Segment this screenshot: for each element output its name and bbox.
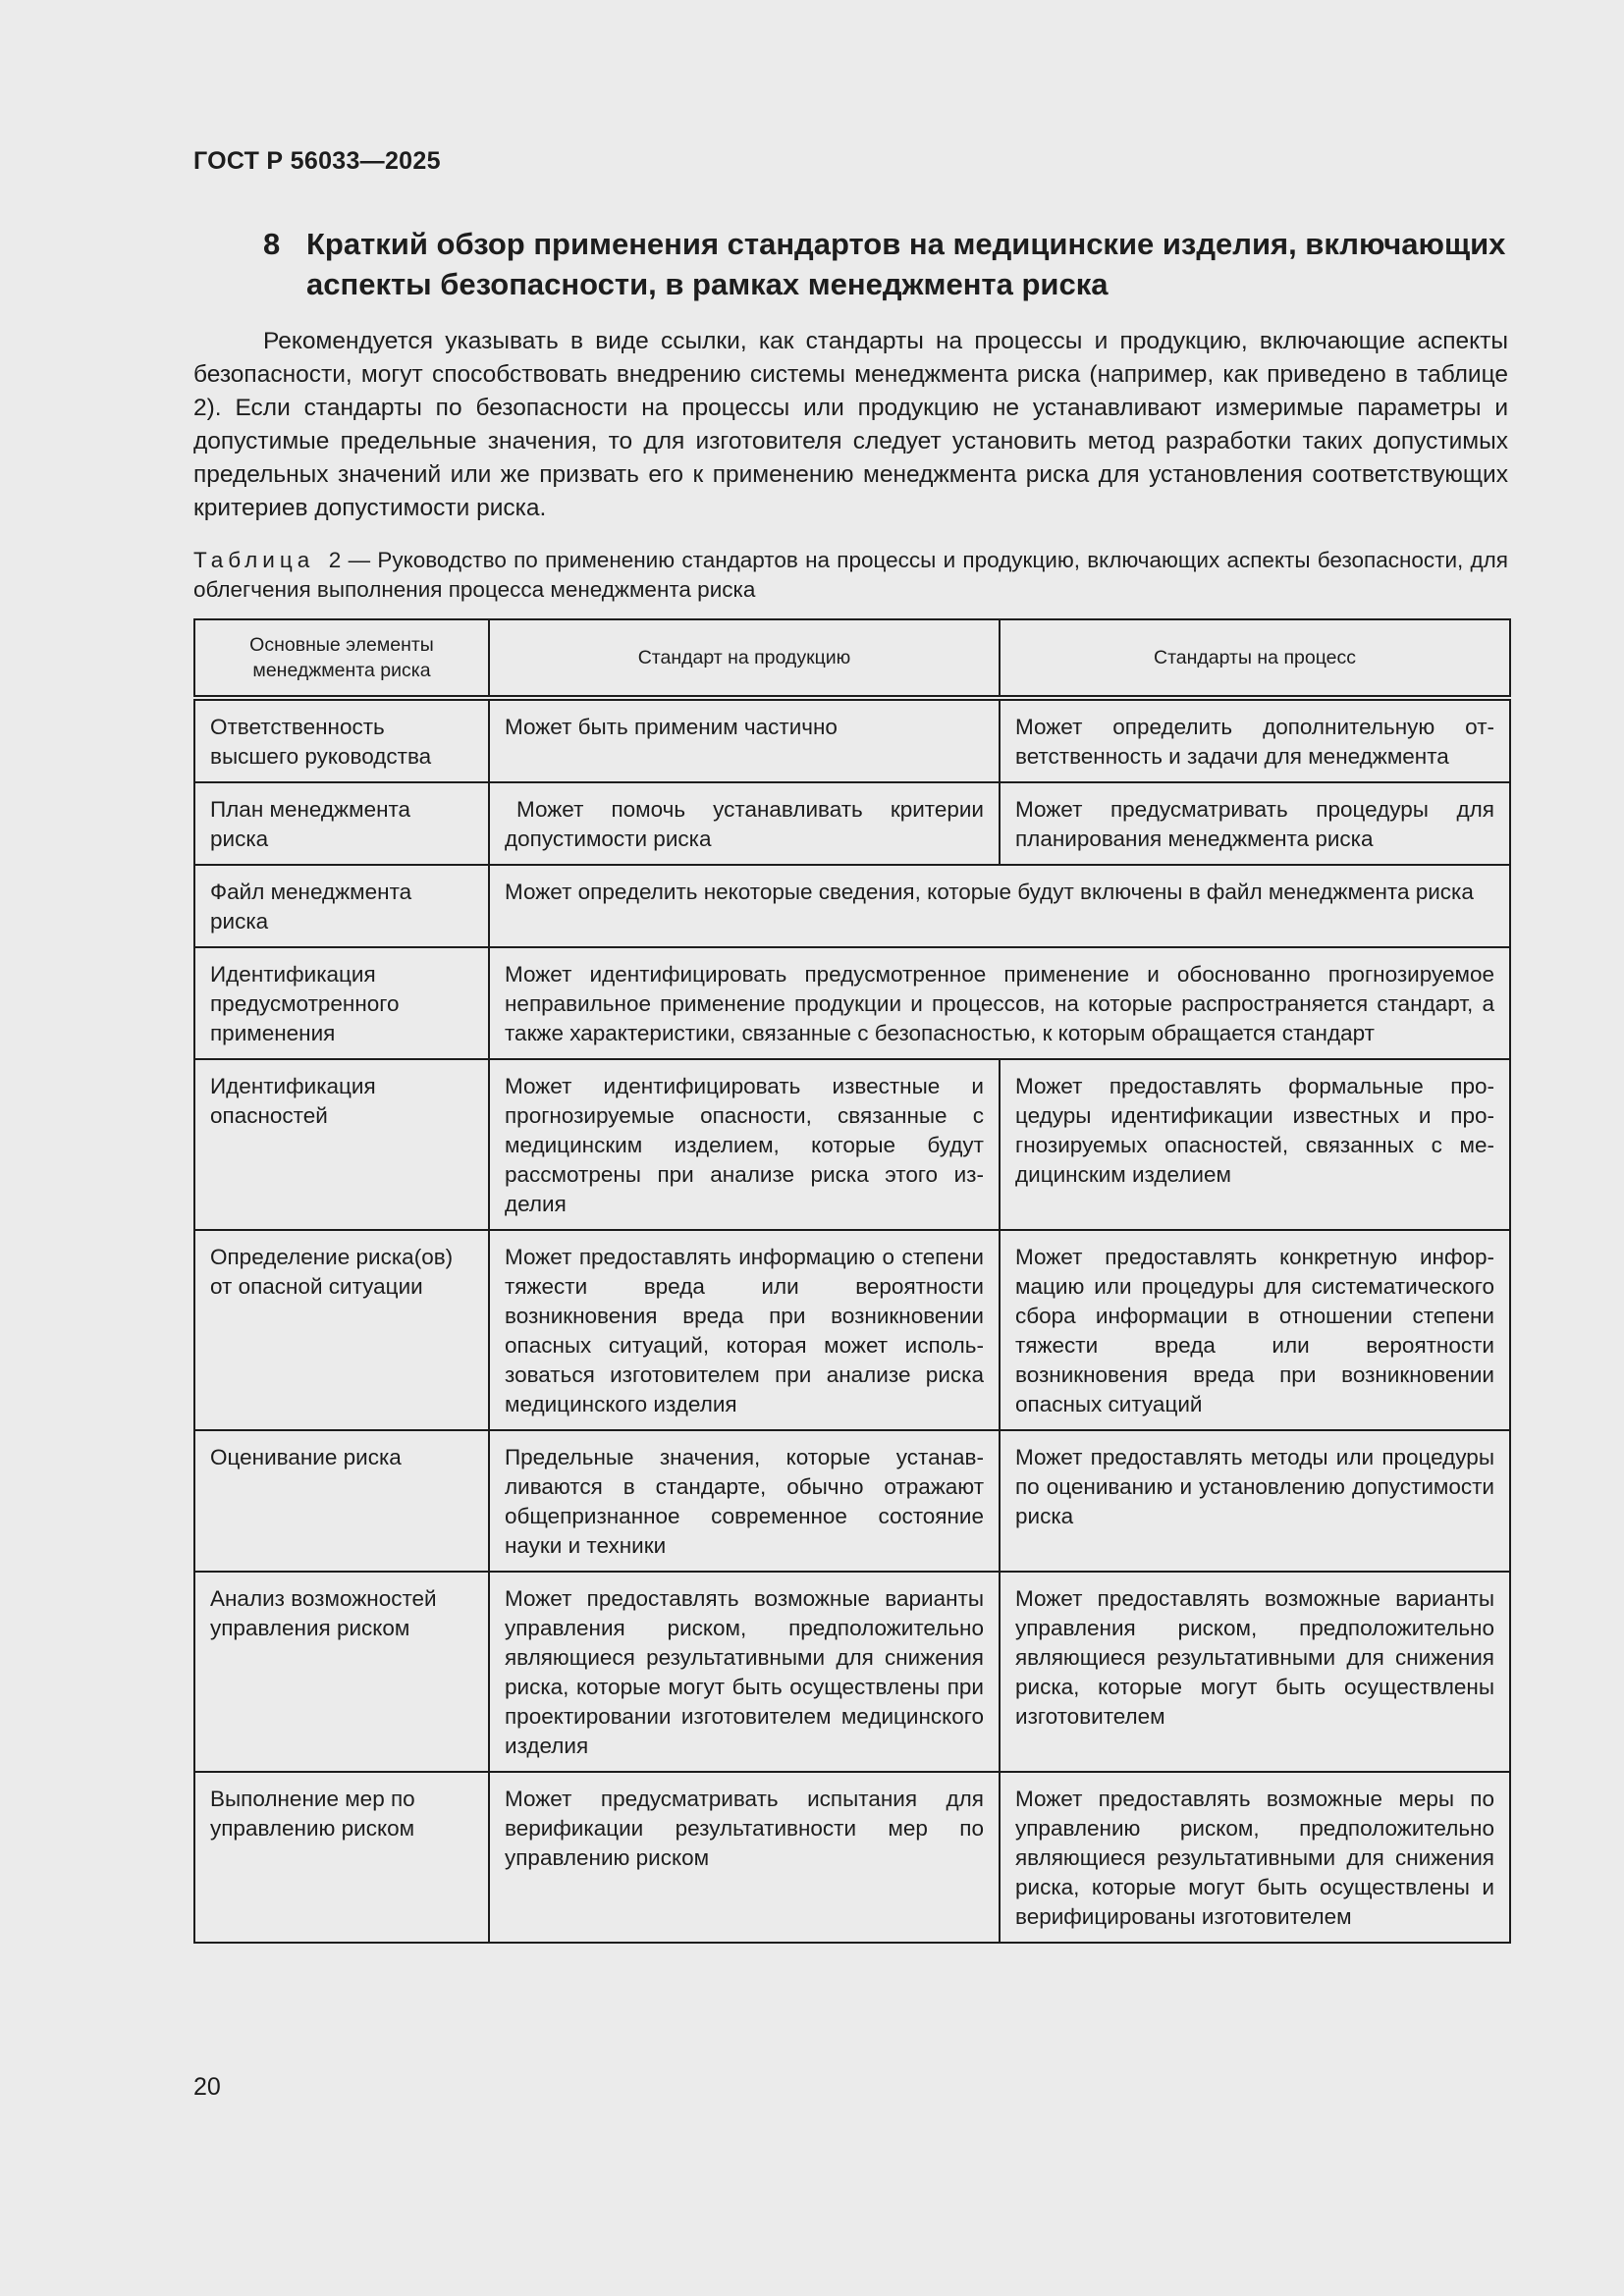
row-element: Идентификация предусмотренного применения — [194, 947, 489, 1059]
row-process-standard: Может предоставлять возможные меры по управлению риском, предположительно являющиеся результативными для снижения риска, которые могут быть осуществлены и верифицированы изготовителем — [1000, 1772, 1510, 1943]
standard-designation: ГОСТ Р 56033—2025 — [193, 147, 441, 175]
row-process-standard: Может определить дополнительную ответственность и задачи для менеджмента — [1000, 698, 1510, 782]
table-caption — [193, 546, 1508, 605]
row-product-standard: Может предоставлять информацию о степени тяжести вреда или вероятности возникновения вреда при возникновении опасных ситуаций, которая может использоваться изготовителем при анализе риска медицинского изделия — [489, 1230, 1000, 1430]
table-caption-number: 2 — [328, 548, 342, 572]
section-heading — [263, 224, 1510, 304]
table-row — [194, 865, 1510, 947]
table-row — [194, 698, 1510, 782]
row-product-standard: Может предусматривать испытания для верификации результативности мер по управлению риском — [489, 1772, 1000, 1943]
table-row — [194, 1430, 1510, 1572]
row-element: Определение риска(ов) от опасной ситуации — [194, 1230, 489, 1430]
row-process-standard: Может предоставлять методы или процедуры по оцениванию и установлению допустимости риска — [1000, 1430, 1510, 1572]
row-element: Ответственность высшего руководства — [194, 698, 489, 782]
row-element: Анализ возможностей управления риском — [194, 1572, 489, 1772]
header-product-standard: Стандарт на продукцию — [489, 619, 1000, 698]
intro-paragraph: Рекомендуется указывать в виде ссылки, как стандарты на процессы и продукцию, включающие аспекты безопасности, могут способствовать внедрению системы менеджмента риска (например, как приведено в таблице 2). Если стандарты по безопасности на процессы или продукцию не устанавливают измеримые параметры и допустимые предельные значения, то для изготовителя следует установить метод разработки таких допустимых предельных значений или же призвать его к применению менеджмента риска для установления соответствующих критериев допустимости риска. — [193, 328, 1508, 521]
risk-standards-table — [193, 618, 1511, 1944]
row-element: Оценивание риска — [194, 1430, 489, 1572]
row-merged-standard: Может определить некоторые сведения, которые будут включены в файл менеджмента риска — [489, 865, 1510, 947]
row-product-standard: Может идентифицировать известные и прогнозируемые опасности, связанные с медицинским изделием, которые будут рассмотрены при анализе риска этого изделия — [489, 1059, 1000, 1230]
section-title: Краткий обзор применения стандартов на медицинские изделия, включающих аспекты безопасности, в рамках менеджмента риска — [306, 227, 1506, 301]
table-row — [194, 947, 1510, 1059]
table-row — [194, 1230, 1510, 1430]
table-row — [194, 1772, 1510, 1943]
row-product-standard: Может предоставлять возможные варианты управления риском, предположительно являющиеся результативными для снижения риска, которые могут быть осуществлены при проектировании изготовителем медицинского изделия — [489, 1572, 1000, 1772]
row-element: План менеджмента риска — [194, 782, 489, 865]
row-merged-standard: Может идентифицировать предусмотренное применение и обоснованно прогнозируемое неправильное применение продукции и процессов, на которые распространяется стандарт, а также характеристики, связанные с безопасностью, к которым обращается стандарт — [489, 947, 1510, 1059]
row-process-standard: Может предоставлять конкретную информацию или процедуры для систематического сбора информации в отношении степени тяжести вреда или вероятности возникновения вреда при возникновении опасных ситуаций — [1000, 1230, 1510, 1430]
header-process-standards: Стандарты на процесс — [1000, 619, 1510, 698]
table-row — [194, 782, 1510, 865]
table-caption-label: Таблица — [193, 548, 315, 572]
table-header-row — [194, 619, 1510, 698]
row-element: Выполнение мер по управлению риском — [194, 1772, 489, 1943]
table-row — [194, 1572, 1510, 1772]
row-element: Идентификация опасностей — [194, 1059, 489, 1230]
row-process-standard: Может предоставлять формальные процедуры идентификации известных и прогнозируемых опасностей, связанных с медицинским изделием — [1000, 1059, 1510, 1230]
row-element: Файл менеджмента риска — [194, 865, 489, 947]
row-process-standard: Может предоставлять возможные варианты управления риском, предположительно являющиеся результативными для снижения риска, которые могут быть осуществлены изготовителем — [1000, 1572, 1510, 1772]
table-caption-text: — Руководство по применению стандартов на процессы и продукцию, включающих аспекты безопасности, для облегчения выполнения процесса менеджмента риска — [193, 548, 1508, 602]
table-row — [194, 1059, 1510, 1230]
header-risk-elements: Основные элементы менеджмента риска — [194, 619, 489, 698]
row-product-standard: Может помочь устанавливать критерии допустимости риска — [489, 782, 1000, 865]
row-product-standard: Предельные значения, которые устанавливаются в стандарте, обычно отражают общепризнанное современное состояние науки и техники — [489, 1430, 1000, 1572]
section-number: 8 — [263, 227, 281, 261]
row-process-standard: Может предусматривать процедуры для планирования менеджмента риска — [1000, 782, 1510, 865]
row-product-standard: Может быть применим частично — [489, 698, 1000, 782]
page-number: 20 — [193, 2073, 221, 2101]
